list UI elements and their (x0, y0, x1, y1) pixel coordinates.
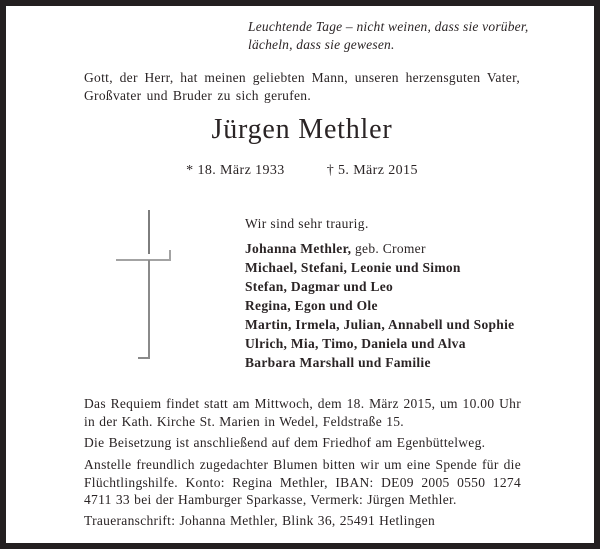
donation-info: Anstelle freundlich zugedachter Blumen bitten wir um eine Spende für die Flüchtlingshilfe. Konto: Regina Methler, IBAN: DE09 2005 0550 1274 4711 33 bei der Hamburger Sparkasse, Vermerk: Jürgen Methler. (84, 457, 521, 507)
mourner-row: Regina, Egon und Ole (245, 298, 378, 313)
mourner-row: Barbara Marshall und Familie (245, 355, 431, 370)
burial-info: Die Beisetzung ist anschließend auf dem Friedhof am Egenbüttelweg. (84, 435, 486, 450)
grief-statement: Wir sind sehr traurig. (245, 216, 369, 231)
memorial-quote-line2: lächeln, dass sie gewesen. (248, 37, 395, 52)
mourning-address: Traueranschrift: Johanna Methler, Blink 36, 25491 Hetlingen (84, 513, 436, 528)
mourner-row: Michael, Stefani, Leonie und Simon (245, 260, 461, 275)
cross-icon (106, 205, 178, 363)
memorial-quote-line1: Leuchtende Tage – nicht weinen, dass sie vorüber, (248, 19, 529, 34)
requiem-info: Das Requiem findet statt am Mittwoch, dem 18. März 2015, um 10.00 Uhr in der Kath. Kirche St. Marien in Wedel, Feldstraße 15. (84, 396, 521, 429)
mourner-row: Ulrich, Mia, Timo, Daniela und Alva (245, 336, 466, 351)
memorial-quote (248, 18, 528, 54)
death-date: † 5. März 2015 (326, 163, 418, 178)
mourner-row: Johanna Methler, geb. Cromer (245, 241, 426, 256)
mourner-row: Martin, Irmela, Julian, Annabell und Sophie (245, 317, 515, 332)
mourners-list (245, 239, 514, 372)
deceased-name: Jürgen Methler (211, 114, 393, 145)
life-dates (84, 162, 520, 179)
intro-text: Gott, der Herr, hat meinen geliebten Mann, unseren herzensguten Vater, Großvater und Bruder zu sich gerufen. (84, 70, 520, 103)
mourner-row: Stefan, Dagmar und Leo (245, 279, 394, 294)
birth-date: * 18. März 1933 (186, 163, 285, 178)
